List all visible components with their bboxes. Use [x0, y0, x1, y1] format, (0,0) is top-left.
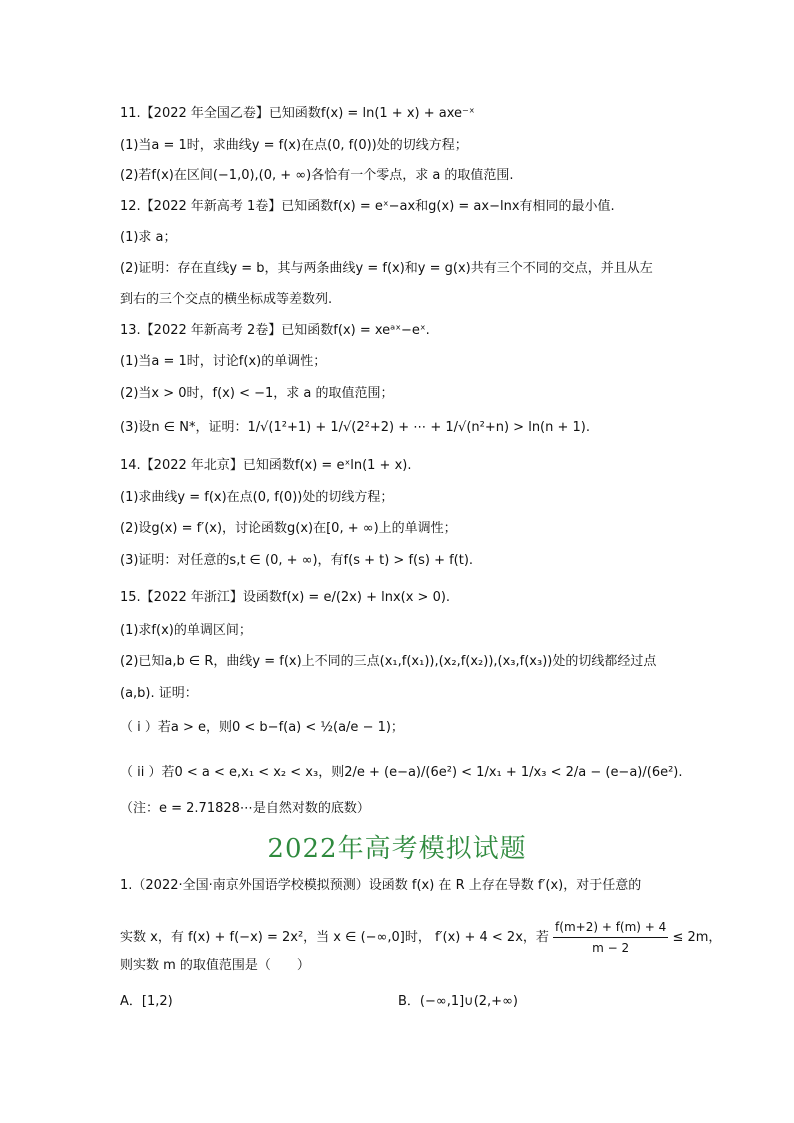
problem-line: (1)当a = 1时，讨论f(x)的单调性；	[120, 354, 327, 369]
problem-line: 11.【2022 年全国乙卷】已知函数f(x) = ln(1 + x) + axe⁻ˣ	[120, 106, 475, 121]
problem-line: （注：e = 2.71828⋯是自然对数的底数）	[120, 801, 370, 816]
problem-line: (3)证明：对任意的s,t ∈ (0, + ∞)，有f(s + t) > f(s) + f(t).	[120, 553, 474, 568]
problem-line: （ ii ）若0 < a < e,x₁ < x₂ < x₃，则2/e + (e−a)/(6e²) < 1/x₁ + 1/x₃ < 2/a − (e−a)/(6e²).	[120, 765, 683, 780]
problem-line: 13.【2022 年新高考 2卷】已知函数f(x) = xeᵃˣ−eˣ.	[120, 323, 430, 338]
problem-line: (2)证明：存在直线y = b，其与两条曲线y = f(x)和y = g(x)共有三个不同的交点，并且从左	[120, 261, 653, 276]
problem-line: (2)当x > 0时，f(x) < −1，求 a 的取值范围；	[120, 386, 394, 401]
problem-line: （ i ）若a > e，则0 < b−f(a) < ½(a/e − 1)；	[120, 720, 404, 735]
problem-line: 12.【2022 年新高考 1卷】已知函数f(x) = eˣ−ax和g(x) = ax−lnx有相同的最小值.	[120, 199, 615, 214]
mock-problem-line3: 则实数 m 的取值范围是（ ）	[120, 958, 310, 973]
fraction-denominator: m − 2	[592, 941, 630, 955]
problem-line: (1)求f(x)的单调区间；	[120, 623, 252, 638]
problem-line: (a,b). 证明：	[120, 686, 198, 701]
problem-line: (2)若f(x)在区间(−1,0),(0, + ∞)各恰有一个零点，求 a 的取值范围.	[120, 168, 514, 183]
mock-problem-line2	[120, 917, 721, 958]
fraction-numerator: f(m+2) + f(m) + 4	[553, 917, 668, 938]
problem-line: 到右的三个交点的横坐标成等差数列.	[120, 292, 333, 307]
problem-line: (2)已知a,b ∈ R，曲线y = f(x)上不同的三点(x₁,f(x₁)),(x₂,f(x₂)),(x₃,f(x₃))处的切线都经过点	[120, 654, 657, 669]
problem-line: 15.【2022 年浙江】设函数f(x) = e/(2x) + lnx(x > 0).	[120, 590, 451, 605]
problem-line: (1)求曲线y = f(x)在点(0, f(0))处的切线方程；	[120, 490, 394, 505]
problem-line: (1)求 a；	[120, 230, 177, 245]
mock-problem-fraction	[553, 917, 668, 958]
problem-line: (1)当a = 1时，求曲线y = f(x)在点(0, f(0))处的切线方程；	[120, 138, 468, 153]
problem-line: (2)设g(x) = f′(x)，讨论函数g(x)在[0, + ∞)上的单调性；	[120, 521, 457, 536]
mock-problem-line1: 1.（2022·全国·南京外国语学校模拟预测）设函数 f(x) 在 R 上存在导数 f′(x)，对于任意的	[120, 878, 642, 893]
section-heading: 2022年高考模拟试题	[267, 834, 527, 864]
option-a: A．[1,2)	[120, 994, 173, 1009]
problem-line: 14.【2022 年北京】已知函数f(x) = eˣln(1 + x).	[120, 458, 412, 473]
option-b: B．(−∞,1]∪(2,+∞)	[398, 994, 518, 1009]
problem-line: (3)设n ∈ N*，证明：1/√(1²+1) + 1/√(2²+2) + ⋯ + 1/√(n²+n) > ln(n + 1).	[120, 420, 590, 435]
mock-problem-line2-tail: ≤ 2m，	[672, 930, 722, 945]
mock-problem-line2-text: 实数 x，有 f(x) + f(−x) = 2x²，当 x ∈ (−∞,0]时， f′(x) + 4 < 2x，若	[120, 930, 549, 945]
